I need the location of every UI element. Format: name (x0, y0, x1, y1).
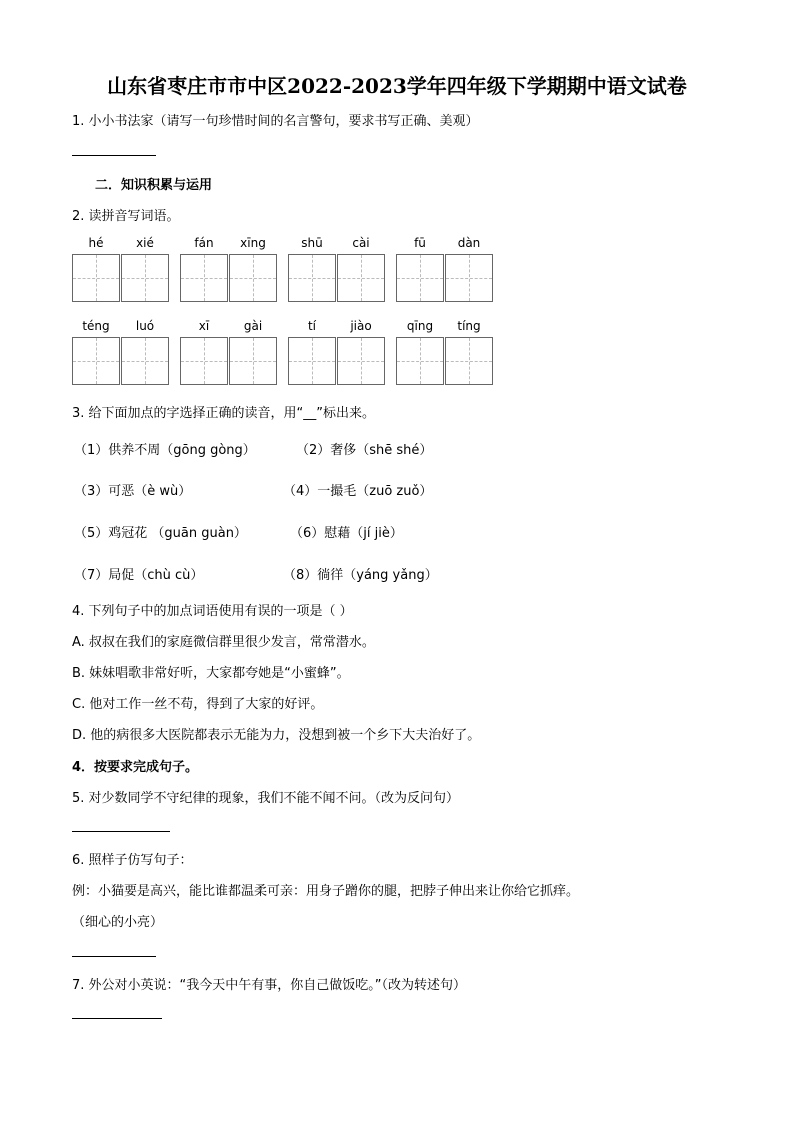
writing-box[interactable] (121, 337, 169, 385)
section-heading-4: 4．按要求完成句子。 (72, 760, 199, 775)
pinyin-label: xī (198, 319, 210, 333)
q3-item: （2）奢侈（shē shé） (296, 443, 433, 458)
pinyin-label: xié (136, 236, 154, 250)
pinyin-label: dàn (457, 236, 481, 250)
writing-box[interactable] (288, 337, 336, 385)
pinyin-label: cài (352, 236, 370, 250)
q4-option-a: A. 叔叔在我们的家庭微信群里很少发言，常常潜水。 (72, 635, 375, 650)
pinyin-label: téng (82, 319, 110, 333)
question-4: 4. 下列句子中的加点词语使用有误的一项是（ ） (72, 604, 353, 619)
pinyin-label: xīng (240, 236, 266, 250)
answer-line-1 (72, 155, 156, 156)
answer-line-5 (72, 831, 170, 832)
q4-option-c: C. 他对工作一丝不苟，得到了大家的好评。 (72, 697, 324, 712)
writing-box[interactable] (337, 337, 385, 385)
q3-item: （8）徜徉（yáng yǎng） (283, 568, 438, 583)
q3-item: （7）局促（chù cù） (74, 568, 204, 583)
question-5: 5. 对少数同学不守纪律的现象，我们不能不闻不问。（改为反问句） (72, 791, 460, 806)
writing-box[interactable] (445, 337, 493, 385)
writing-box[interactable] (72, 337, 120, 385)
pinyin-label: shū (301, 236, 323, 250)
q4-option-b: B. 妹妹唱歌非常好听，大家都夸她是“小蜜蜂”。 (72, 666, 350, 681)
writing-box[interactable] (445, 254, 493, 302)
writing-box[interactable] (337, 254, 385, 302)
q6-prompt: （细心的小亮） (72, 915, 164, 930)
q6-example: 例：小猫要是高兴，能比谁都温柔可亲：用身子蹭你的腿，把脖子伸出来让你给它抓痒。 (72, 884, 580, 899)
pinyin-label: hé (88, 236, 104, 250)
q3-item: （1）供养不周（gōng gòng） (74, 443, 256, 458)
writing-box[interactable] (121, 254, 169, 302)
writing-box[interactable] (72, 254, 120, 302)
page-title: 山东省枣庄市市中区2022-2023学年四年级下学期期中语文试卷 (107, 74, 687, 98)
question-2: 2. 读拼音写词语。 (72, 209, 180, 224)
pinyin-label: fán (194, 236, 214, 250)
q4-option-d: D. 他的病很多大医院都表示无能为力，没想到被一个乡下大夫治好了。 (72, 728, 481, 743)
pinyin-label: qīng (406, 319, 434, 333)
pinyin-label: gài (243, 319, 263, 333)
writing-box[interactable] (180, 254, 228, 302)
pinyin-label: jiào (350, 319, 372, 333)
question-3: 3. 给下面加点的字选择正确的读音，用“__”标出来。 (72, 406, 376, 421)
writing-box[interactable] (229, 254, 277, 302)
pinyin-label: fū (414, 236, 426, 250)
writing-box[interactable] (288, 254, 336, 302)
writing-box[interactable] (229, 337, 277, 385)
q3-item: （3）可恶（è wù） (74, 484, 192, 499)
q3-item: （4）一撮毛（zuō zuǒ） (283, 484, 433, 499)
pinyin-label: tí (307, 319, 317, 333)
pinyin-label: tíng (457, 319, 481, 333)
q3-item: （6）慰藉（jí jiè） (290, 526, 403, 541)
writing-box[interactable] (396, 254, 444, 302)
question-6: 6. 照样子仿写句子： (72, 853, 193, 868)
pinyin-label: luó (135, 319, 155, 333)
writing-box[interactable] (180, 337, 228, 385)
writing-box[interactable] (396, 337, 444, 385)
answer-line-7 (72, 1018, 162, 1019)
question-7: 7. 外公对小英说：“我今天中午有事，你自己做饭吃。”（改为转述句） (72, 978, 467, 993)
question-1: 1. 小小书法家（请写一句珍惜时间的名言警句，要求书写正确、美观） (72, 114, 479, 129)
answer-line-6 (72, 956, 156, 957)
section-heading-2: 二．知识积累与运用 (95, 178, 213, 193)
q3-item: （5）鸡冠花 （guān guàn） (74, 526, 247, 541)
